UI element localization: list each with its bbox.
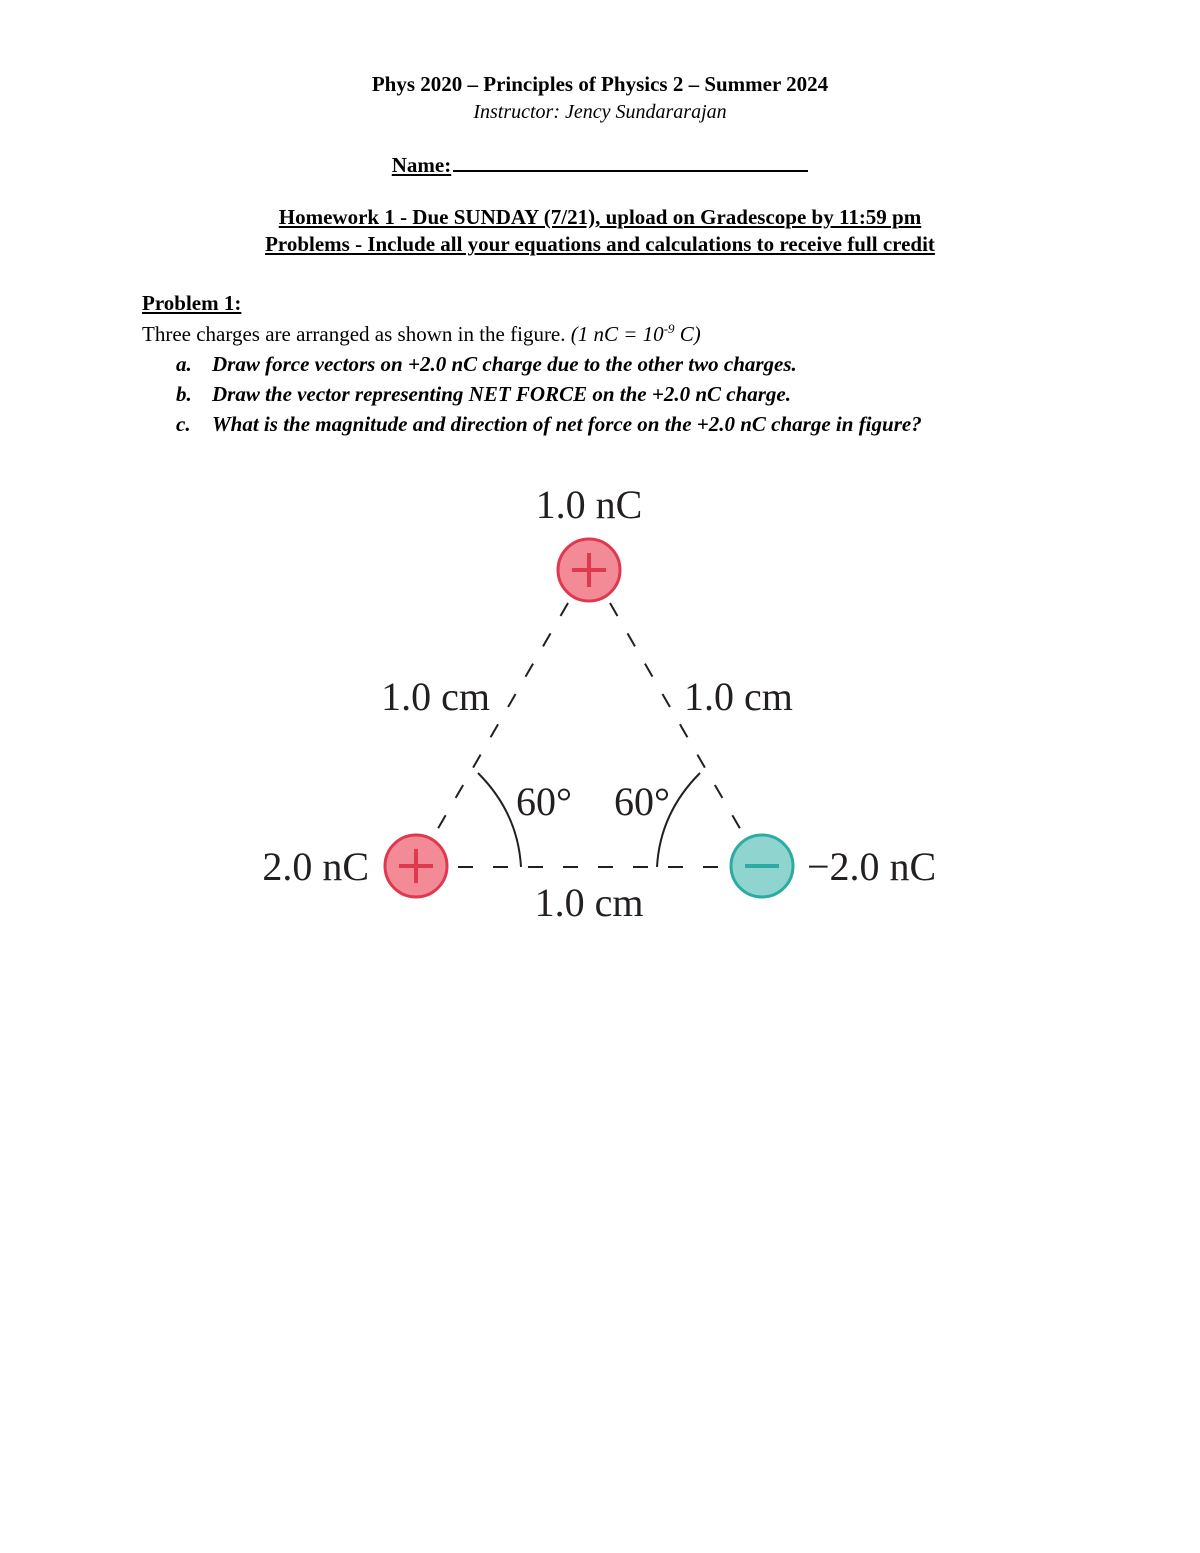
part-letter: c. <box>176 412 191 436</box>
left-positive-charge <box>385 835 447 897</box>
problem-1-intro-text: Three charges are arranged as shown in the figure. <box>142 322 566 346</box>
right-negative-charge <box>731 835 793 897</box>
unit-conversion-exponent: -9 <box>663 321 675 336</box>
top-charge-label: 1.0 nC <box>535 482 643 527</box>
part-letter: b. <box>176 382 192 406</box>
problem-1-heading: Problem 1: <box>142 291 242 315</box>
unit-conversion-prefix: (1 nC = 10 <box>570 322 664 346</box>
problems-instruction-line: Problems - Include all your equations and calculations to receive full credit <box>265 232 935 256</box>
part-text: Draw the vector representing NET FORCE on the +2.0 nC charge. <box>212 382 792 406</box>
homework-due-line: Homework 1 - Due SUNDAY (7/21), upload on Gradescope by 11:59 pm <box>278 205 922 229</box>
right-charge-label: −2.0 nC <box>807 844 937 889</box>
instructor-line: Instructor: Jency Sundararajan <box>473 101 727 123</box>
right-side-length-label: 1.0 cm <box>684 674 793 719</box>
name-label: Name: <box>391 153 452 177</box>
part-letter: a. <box>176 352 192 376</box>
unit-conversion-suffix: C) <box>674 322 701 346</box>
part-text: What is the magnitude and direction of net force on the +2.0 nC charge in figure? <box>212 412 922 436</box>
left-side-length-label: 1.0 cm <box>381 674 490 719</box>
right-angle-label: 60° <box>614 779 670 824</box>
left-charge-label: 2.0 nC <box>262 844 369 889</box>
bottom-side-length-label: 1.0 cm <box>534 880 644 925</box>
course-title: Phys 2020 – Principles of Physics 2 – Summer 2024 <box>371 72 829 96</box>
top-positive-charge <box>558 539 620 601</box>
left-angle-label: 60° <box>516 779 572 824</box>
left-angle-arc <box>478 773 521 867</box>
part-text: Draw force vectors on +2.0 nC charge due to the other two charges. <box>212 352 797 376</box>
